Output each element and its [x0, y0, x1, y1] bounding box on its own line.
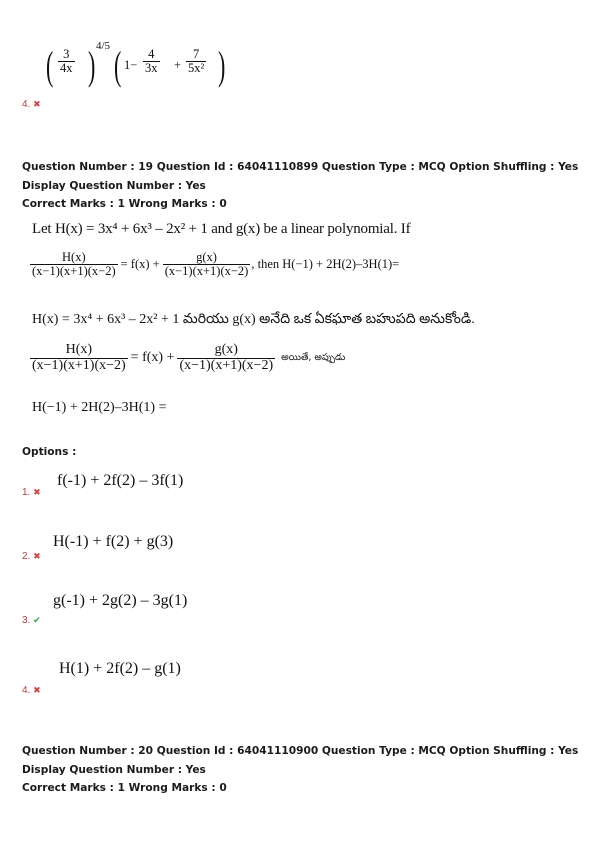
equation-tail: , then H(−1) + 2H(2)–3H(1)= — [251, 257, 400, 272]
option-2-text[interactable]: H(-1) + f(2) + g(3) — [53, 533, 174, 550]
option-number-text: 3. — [22, 615, 31, 626]
fraction-7-over-5x2 — [186, 48, 206, 75]
option-1-text[interactable]: f(-1) + 2f(2) – 3f(1) — [57, 472, 184, 489]
marks-line: Correct Marks : 1 Wrong Marks : 0 — [22, 198, 227, 210]
option-4-text[interactable]: H(1) + 2f(2) – g(1) — [59, 660, 181, 677]
question-19-meta — [22, 158, 578, 214]
fraction-4-over-3x — [143, 48, 160, 75]
fraction-numerator: 3 — [63, 47, 70, 61]
question-info-line: Question Number : 19 Question Id : 64041110899 Question Type : MCQ Option Shuffling : Yes — [22, 161, 579, 173]
wrong-icon: ✖ — [33, 551, 41, 561]
option-4-number — [22, 685, 41, 696]
fraction-denominator: 3x — [145, 61, 158, 76]
wrong-icon: ✖ — [33, 685, 41, 695]
fraction-numerator: g(x) — [214, 342, 238, 357]
question-telugu-line1 — [32, 311, 475, 330]
open-paren-2: ( — [114, 43, 122, 88]
fraction-denominator: (x−1)(x+1)(x−2) — [32, 357, 126, 373]
open-paren-1: ( — [46, 43, 54, 88]
option-number-text: 2. — [22, 551, 31, 562]
fraction-3-over-4x — [58, 48, 75, 75]
fraction-numerator: g(x) — [196, 250, 217, 264]
display-number-line: Display Question Number : Yes — [22, 179, 206, 192]
wrong-icon: ✖ — [33, 487, 41, 497]
question-english-equation — [30, 251, 399, 278]
fraction-denominator: (x−1)(x+1)(x−2) — [32, 264, 116, 279]
options-label: Options : — [22, 446, 77, 458]
fraction-hx — [30, 251, 118, 278]
fraction-denominator: (x−1)(x+1)(x−2) — [179, 357, 274, 373]
one-minus: 1− — [124, 58, 138, 72]
fraction-numerator: 7 — [193, 47, 200, 61]
display-number-line: Display Question Number : Yes — [22, 763, 206, 776]
correct-check-icon: ✔ — [33, 615, 41, 625]
prev-option-formula — [46, 40, 246, 96]
close-paren-1: ) — [88, 43, 96, 88]
question-telugu-line3: H(−1) + 2H(2)–3H(1) = — [32, 400, 167, 415]
fraction-numerator: 4 — [148, 47, 155, 61]
fraction-denominator: (x−1)(x+1)(x−2) — [164, 264, 249, 279]
plus-sign: + — [174, 58, 182, 72]
fraction-gx — [177, 343, 275, 373]
fraction-denominator: 5x² — [188, 61, 205, 76]
fraction-denominator: 4x — [60, 61, 73, 76]
option-number-text: 4. — [22, 99, 31, 110]
wrong-icon: ✖ — [33, 99, 41, 109]
option-2-number — [22, 551, 41, 562]
prev-option-number — [22, 99, 41, 110]
telugu-statement: H(x) = 3x⁴ + 6x³ – 2x² + 1 మరియు g(x) అనేది ఒక ఏకఘాత బహుపది అనుకోండి. — [32, 312, 475, 327]
option-1-number — [22, 487, 41, 498]
option-3-number — [22, 615, 41, 626]
fraction-numerator: H(x) — [65, 342, 93, 357]
fraction-numerator: H(x) — [62, 250, 86, 264]
question-info-line: Question Number : 20 Question Id : 64041110900 Question Type : MCQ Option Shuffling : Yes — [22, 745, 579, 757]
option-3-text[interactable]: g(-1) + 2g(2) – 3g(1) — [53, 592, 188, 609]
marks-line: Correct Marks : 1 Wrong Marks : 0 — [22, 782, 227, 794]
option-number-text: 1. — [22, 487, 31, 498]
telugu-tail: అయితే, అప్పుడు — [281, 351, 346, 363]
question-20-meta — [22, 742, 578, 798]
exponent: 4/5 — [96, 40, 111, 52]
fraction-hx — [30, 343, 128, 373]
option-number-text: 4. — [22, 685, 31, 696]
equals-fx: = f(x) + — [130, 350, 175, 366]
question-english-line1: Let H(x) = 3x⁴ + 6x³ – 2x² + 1 and g(x) be a linear polynomial. If — [32, 221, 411, 237]
equals-fx: = f(x) + — [120, 257, 160, 272]
question-telugu-equation — [30, 343, 345, 373]
close-paren-2: ) — [218, 43, 226, 88]
fraction-gx — [163, 251, 251, 278]
